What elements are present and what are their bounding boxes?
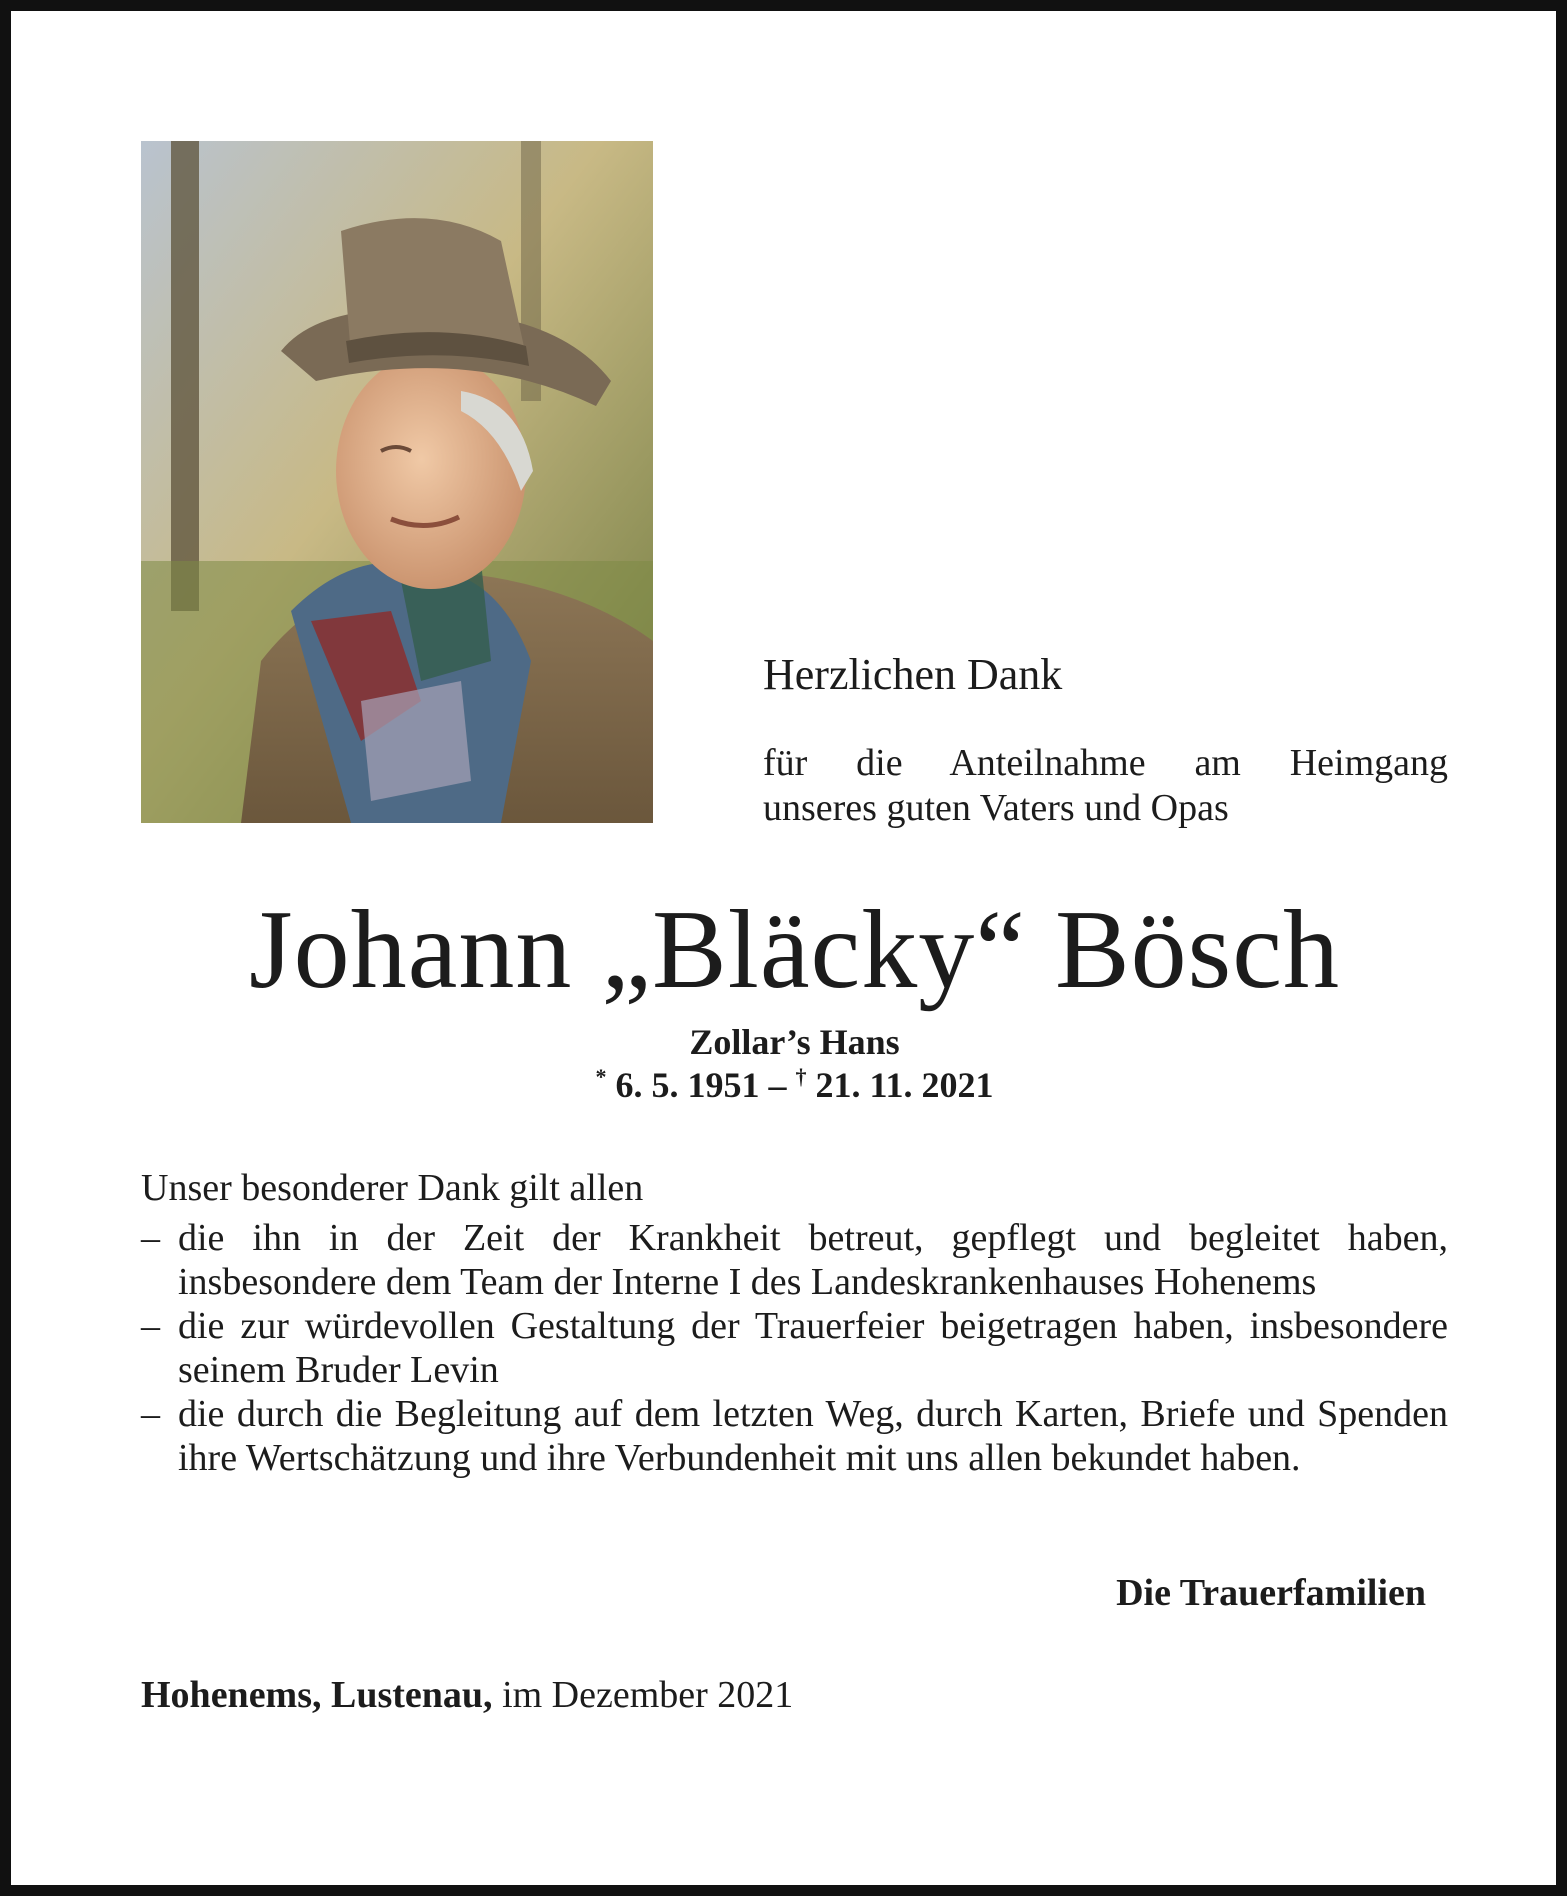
intro-line-2: unseres guten Vaters und Opas [763,787,1229,829]
footer-places: Hohenems, Lustenau, [141,1674,493,1716]
thanks-lead: Unser besonderer Dank gilt allen [141,1167,644,1209]
footer-date: im Dezember 2021 [502,1674,794,1716]
portrait-photo [141,141,653,823]
list-item: – die durch die Begleitung auf dem letzten Weg, durch Karten, Briefe und Spenden ihre Wertschätzung und ihre Verbundenheit mit uns allen bekundet haben. [141,1392,1448,1480]
thanks-list [141,1216,1448,1480]
deceased-name: Johann „Bläcky“ Bösch [249,888,1340,1012]
death-date: 21. 11. 2021 [815,1065,994,1105]
list-item: – die ihn in der Zeit der Krankheit betreut, gepflegt und begleitet haben, insbesondere dem Team der Interne I des Landeskrankenhauses Hohenems [141,1216,1448,1304]
death-mark: † [795,1064,807,1089]
intro-text [763,741,1448,831]
birth-date: 6. 5. 1951 [615,1065,760,1105]
life-dates [11,1064,1567,1106]
list-item: – die zur würdevollen Gestaltung der Trauerfeier beigetragen haben, insbesondere seinem Bruder Levin [141,1304,1448,1392]
date-separator: – [768,1065,787,1105]
greeting-heading: Herzlichen Dank [763,650,1063,699]
deceased-nickname: Zollar’s Hans [689,1022,900,1062]
birth-mark: * [595,1064,607,1089]
intro-line-1: für die Anteilnahme am Heimgang [763,742,1448,784]
portrait-photo-icon [141,141,653,823]
signature: Die Trauerfamilien [1116,1572,1426,1614]
place-date [141,1673,793,1717]
